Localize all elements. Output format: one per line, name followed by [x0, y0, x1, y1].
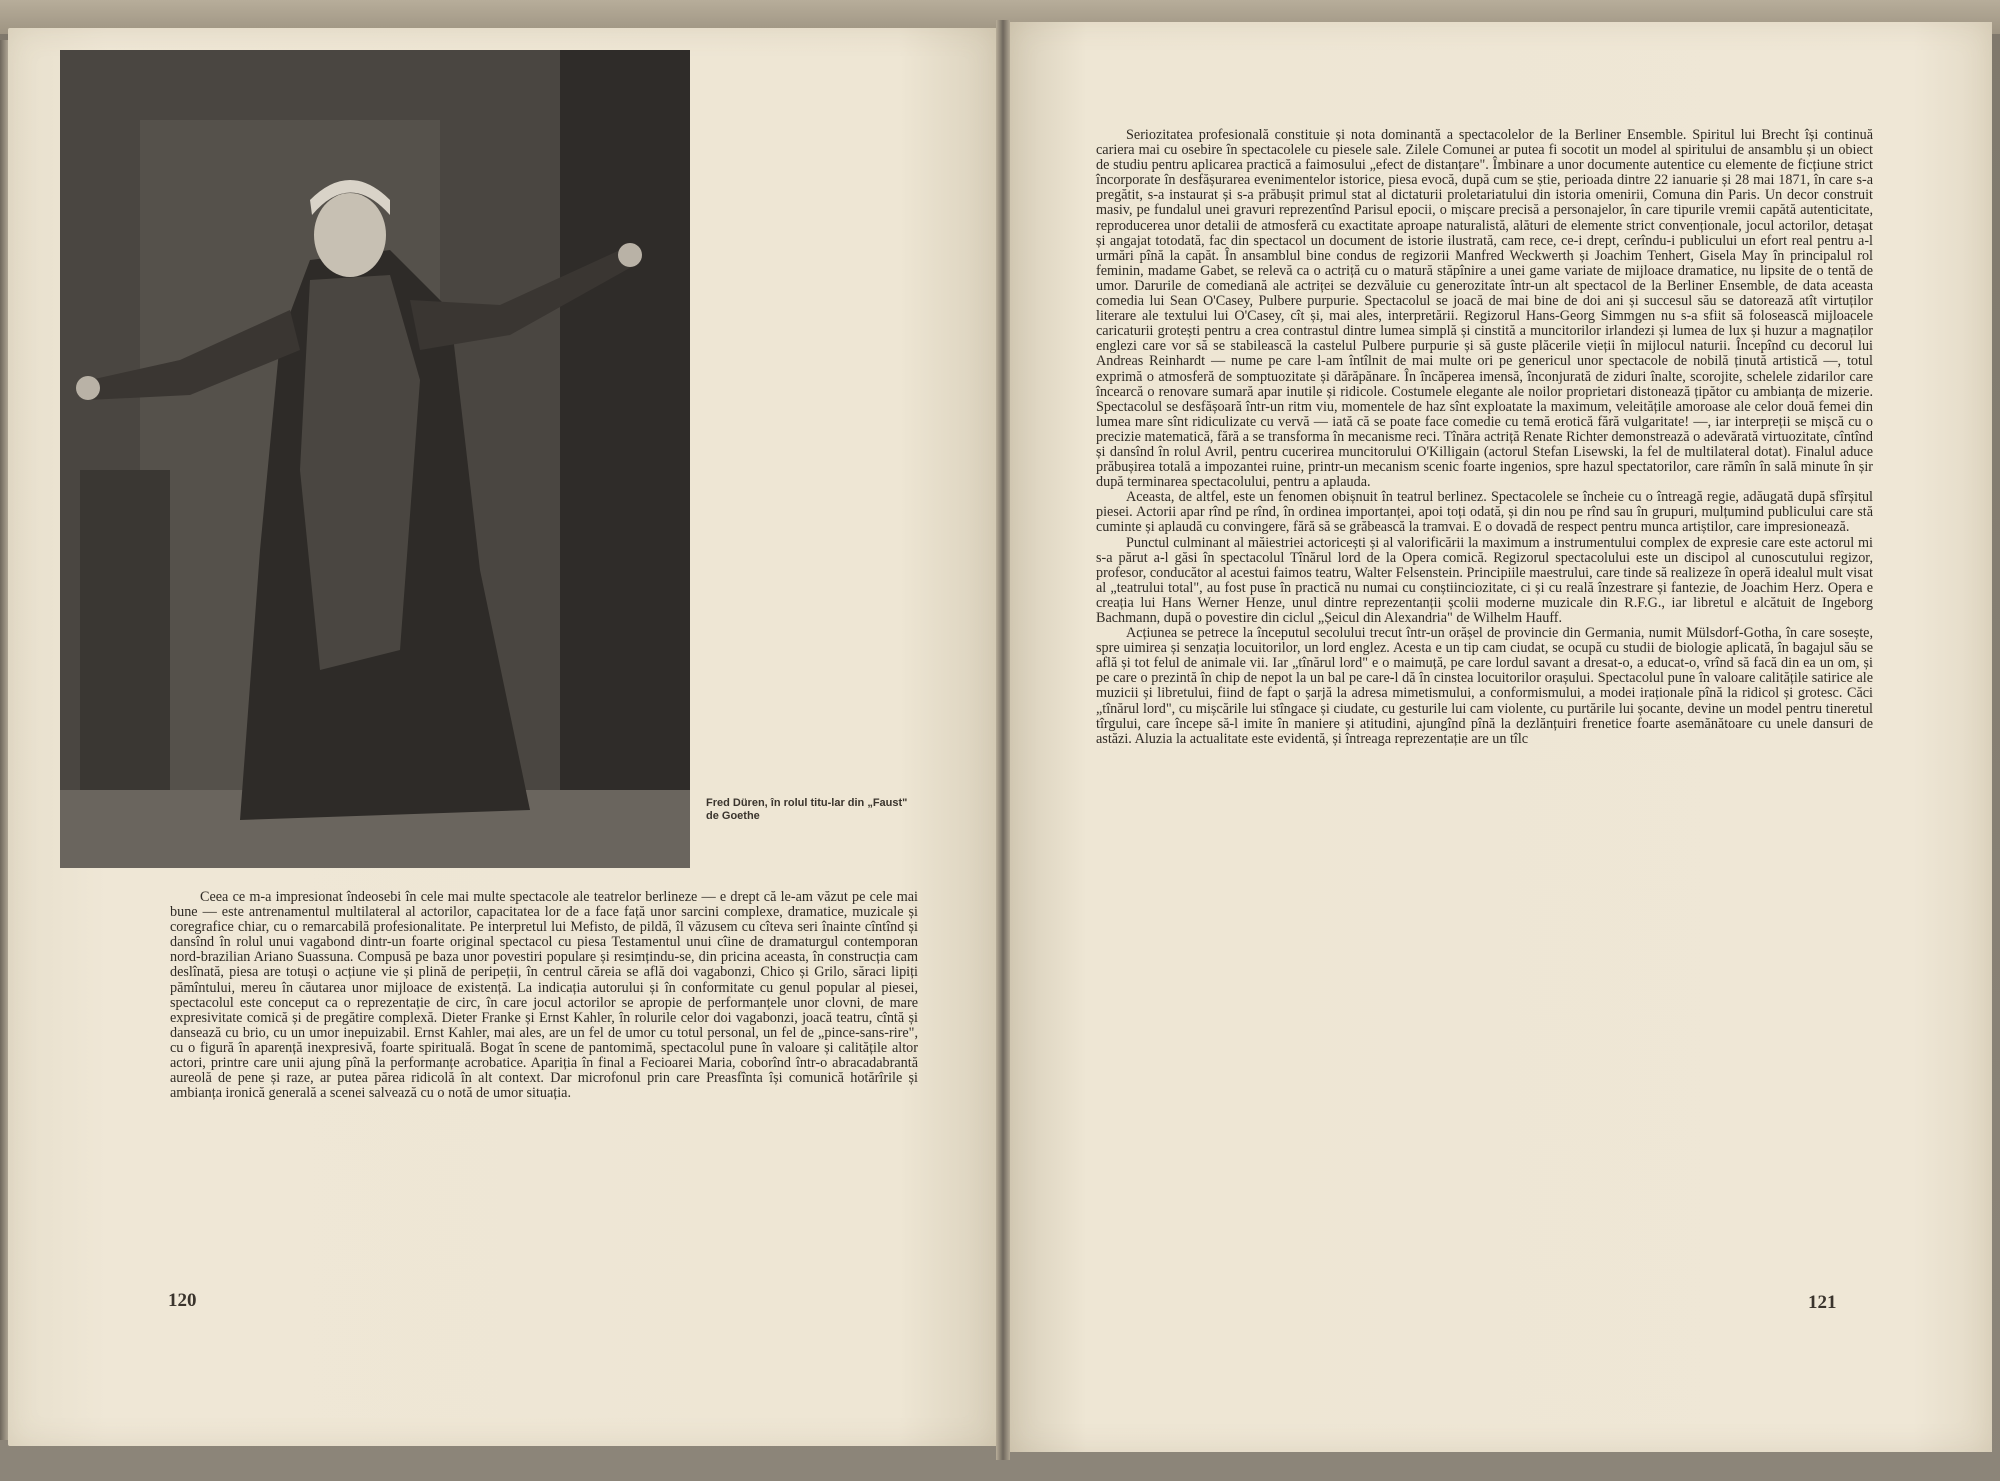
page-number-right: 121 — [1808, 1292, 1837, 1313]
photo-caption: Fred Düren, în rolul titu-lar din „Faust" de Goethe — [706, 797, 908, 822]
paragraph: Punctul culminant al măiestriei actoricești și al valorificării la maximum a instrumentului complex de expresie care este actorul mi s-a părut a-l găsi în spectacolul Tînărul lord de la Opera comică. Regizorul spectacolului este un discipol al cunoscutului regizor, profesor, conducător al acestui faimos teatru, Walter Felsenstein. Principiile maestrului, care tinde să realizeze în operă idealul mult visat al „teatrului total", au fost puse în practică nu numai cu conștiinciozitate, ci și cu reală înzestrare și fantezie, de Joachim Herz. Opera e creația lui Hans Werner Henze, unul dintre reprezentanții școlii moderne muzicale din R.F.G., iar libretul e alcătuit de Ingeborg Bachmann, după o povestire din ciclul „Șeicul din Alexandria" de Wilhelm Hauff. — [1096, 534, 1873, 626]
left-page-text — [170, 890, 918, 1101]
paragraph: Seriozitatea profesională constituie și nota dominantă a spectacolelor de la Berliner Ensemble. Spiritul lui Brecht își continuă cariera mai cu osebire în spectacolele cu piesele sale. Zilele Comunei ar putea fi socotit un model al spiritului de ansamblu și un obiect de studiu pentru aplicarea practică a faimosului „efect de distanțare". Îmbinare a unor documente autentice cu elemente de ficțiune strict încorporate în desfășurarea evenimentelor istorice, piesa evocă, după cum se știe, perioada dintre 22 ianuarie și 28 mai 1871, în care s-a pregătit, s-a instaurat și s-a prăbușit primul stat al dictaturii proletariatului din istoria omenirii, Comuna din Paris. Un decor construit masiv, pe fundalul unei gravuri reprezentînd Parisul epocii, o mișcare precisă a personajelor, în care tipurile vremii capătă autenticitate, reproducerea unor detalii de atmosferă cu exactitate aproape naturalistă, alături de elemente strict convenționale, jocul actorilor, detașat și angajat totodată, fac din spectacol un document de istorie ilustrată, cam rece, ce-i drept, cerîndu-i publicului un efort real pentru a-l urmări pînă la capăt. În ansamblul bine condus de regizorii Manfred Weckwerth și Joachim Tenhert, Gisela May în principalul rol feminin, madame Gabet, se relevă ca o actriță cu o matură stăpînire a unei game variate de mijloace dramatice, nu lipsite de o tentă de umor. Darurile de comediană ale actriței se dezvăluie cu generozitate într-un alt spectacol de la Berliner Ensemble, de data aceasta comedia lui Sean O'Casey, Pulbere purpurie. Spectacolul se joacă de mai bine de doi ani și succesul său se datorează atît virtuților literare ale textului lui O'Casey, cît și, mai ales, interpretării. Regizorul Hans-Georg Simmgen nu s-a sfiit să folosească mijloacele caricaturii grotești pentru a crea contrastul dintre lumea simplă și cinstită a muncitorilor irlandezi și lumea de lux și huzur a magnaților englezi care vor să se stabilească la castelul Pulbere purpurie și să guste plăcerile vieții în mijlocul naturii. Începînd cu decorul lui Andreas Reinhardt — nume pe care l-am întîlnit de mai multe ori pe genericul unor spectacole de nobilă ținută artistică —, totul exprimă o atmosferă de somptuozitate și dărăpănare. În încăperea imensă, înconjurată de ziduri înalte, scorojite, schelele zidarilor care încearcă o renovare sumară apar inutile și ridicole. Costumele elegante ale noilor proprietari distonează țipător cu ambianța de mizerie. Spectacolul se desfășoară într-un ritm viu, momentele de haz sînt exploatate la maximum, veleitățile amoroase ale celor două femei din lumea mare sînt ridiculizate cu vervă — iată că se poate face comedie cu temă erotică fără vulgaritate! —, iar interpreții se mișcă cu o precizie matematică, fără a se transforma în mecanisme reci. Tînăra actriță Renate Richter demonstrează o adevărată virtuozitate, cîntînd și dansînd în rolul Avril, pentru cucerirea muncitorului O'Killigain (actorul Stefan Lisewski, la fel de multilateral dotat). Finalul aduce prăbușirea totală a impozantei ruine, printr-un mecanism scenic foarte ingenios, spre hazul spectatorilor, care rămîn în sală minute în șir după terminarea spectacolului, pentru a aplauda. — [1096, 127, 1873, 491]
paragraph: Ceea ce m-a impresionat îndeosebi în cele mai multe spectacole ale teatrelor berlineze — e drept că le-am văzut pe cele mai bune — este antrenamentul multilateral al actorilor, capacitatea lor de a face față unor sarcini complexe, dramatice, muzicale și coregrafice chiar, cu o remarcabilă profesionalitate. Pe interpretul lui Mefisto, de pildă, îl văzusem cu cîteva seri înainte cîntînd și dansînd în rolul unui vagabond dintr-un foarte original spectacol cu piesa Testamentul unui cîine de dramaturgul contemporan nord-brazilian Ariano Suassuna. Compusă pe baza unor povestiri populare și resimțindu-se, din pricina aceasta, în construcția cam deslînată, piesa are totuși o acțiune vie și plină de peripeții, în centrul căreia se află doi vagabonzi, Chico și Grilo, săraci lipiți pămîntului, mereu în căutarea unor mijloace de existență. La indicația autorului și în conformitate cu genul popular al piesei, spectacolul este conceput ca o reprezentație de circ, în care jocul actorilor se apropie de performanțele unor clovni, de mare expresivitate comică și de pregătire complexă. Dieter Franke și Ernst Kahler, în rolurile celor doi vagabonzi, joacă teatru, cîntă și dansează cu brio, cu un umor inepuizabil. Ernst Kahler, mai ales, are un fel de umor cu totul personal, un fel de „pince-sans-rire", cu o figură în aparență inexpresivă, foarte spirituală. Bogat în scene de pantomimă, spectacolul pune în valoare și calitățile altor actori, printre care unii ajung pînă la performanțe acrobatice. Apariția în final a Fecioarei Maria, coborînd într-o abracadabrantă aureolă de pene și raze, ar putea părea ridicolă în alt context. Dar microfonul prin care Preasfînta își comunică hotărîrile și ambianța ironică generală a scenei salvează cu o notă de umor situația. — [170, 889, 918, 1102]
paragraph: Acțiunea se petrece la începutul secolului trecut într-un orășel de provincie din Germania, numit Mülsdorf-Gotha, în care sosește, spre uimirea și senzația locuitorilor, un lord englez. Acesta e un tip cam ciudat, se ocupă cu studii de biologie aplicată, în bagajul său se află și tot felul de animale vii. Iar „tînărul lord" e o maimuță, pe care lordul savant a dresat-o, a educat-o, vrînd să facă din ea un om, și pe care o prezintă în chip de nepot la un bal pe care-l dă în cinstea locuitorilor orașului. Spectacolul pune în valoare calitățile satirice ale muzicii și libretului, fiind de fapt o șarjă la adresa mimetismului, a conformismului, a modei iraționale pînă la ridicol și grotesc. Căci „tînărul lord", cu mișcările lui stîngace și ciudate, cu gesturile lui cam violente, cu purtările lui șocante, devine un model pentru tineretul tîrgului, care începe să-l imite în maniere și atitudini, ajungînd pînă la dezlănțuiri frenetice foarte asemănătoare cu unele dansuri de astăzi. Aluzia la actualitate este evidentă, și întreaga reprezentație are un tîlc — [1096, 625, 1873, 747]
actor-photo — [60, 50, 690, 868]
right-page-text — [1096, 128, 1873, 747]
book-gutter — [996, 20, 1010, 1460]
page-number-left: 120 — [168, 1290, 197, 1311]
paragraph: Aceasta, de altfel, este un fenomen obișnuit în teatrul berlinez. Spectacolele se încheie cu o întreagă regie, adăugată după sfîrșitul piesei. Actorii apar rînd pe rînd, în ordinea importanței, apoi toți odată, și din nou pe rînd sau în grupuri, mulțumind publicului care stă cuminte și aplaudă cu convingere, fără să se grăbească la tramvai. E o dovadă de respect pentru munca artiștilor, care impresionează. — [1096, 489, 1873, 536]
actor-photo-illustration — [60, 50, 690, 868]
